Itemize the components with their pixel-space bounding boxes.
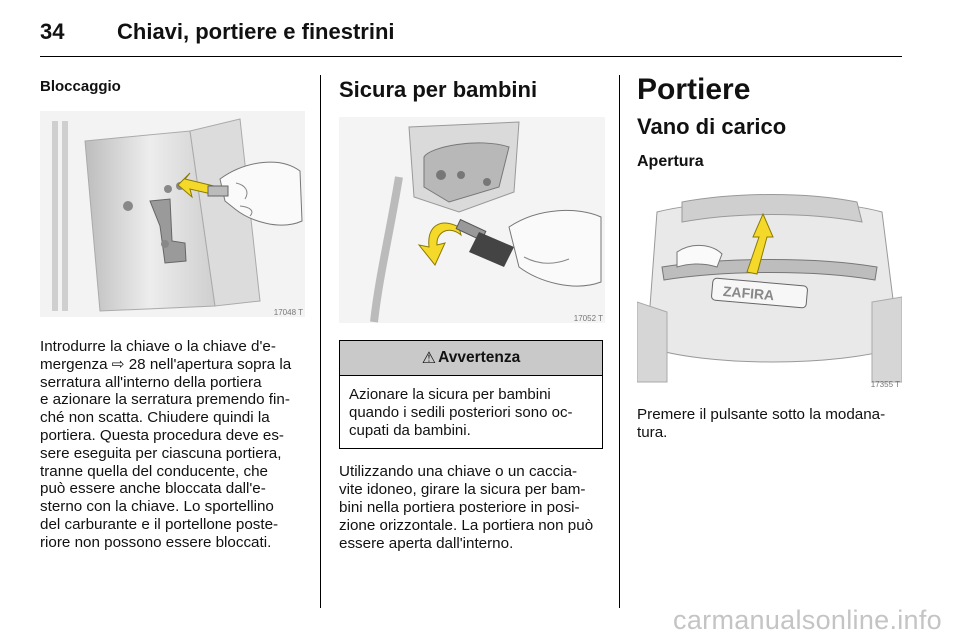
section-heading-child-lock: Sicura per bambini	[339, 77, 538, 102]
figure-badge-label: ZAFIRA	[722, 282, 775, 304]
section-heading-doors: Portiere	[637, 73, 751, 106]
figure-code: 17052 T	[573, 314, 603, 323]
watermark: carmanualsonline.info	[673, 605, 942, 635]
subheading-load-compartment: Vano di carico	[637, 114, 787, 139]
warning-title: Avvertenza	[438, 349, 521, 366]
figure-tailgate-release	[637, 182, 902, 389]
column-locking	[40, 74, 305, 552]
figure-door-lock-key	[40, 111, 305, 317]
subheading-opening: Apertura	[637, 153, 704, 170]
column-divider-1	[320, 75, 321, 608]
header-rule	[40, 56, 902, 57]
figure-code: 17355 T	[870, 380, 900, 389]
page-title: Chiavi, portiere e finestrini	[117, 19, 395, 44]
figure-child-lock	[339, 117, 605, 323]
opening-body-text: Premere il pulsante sotto la modana- tura.	[637, 406, 886, 441]
column-divider-2	[619, 75, 620, 608]
child-lock-body-text: Utilizzando una chiave o un caccia- vite idoneo, girare la sicura per bam- bini nella portiera posteriore in posi- zione orizzontale. La portiera non può essere aperta dall'interno.	[339, 463, 594, 552]
warning-header	[340, 341, 602, 376]
locking-body-text: Introdurre la chiave o la chiave d'e- mergenza ⇨ 28 nell'apertura sopra la serratura all'interno della portiera e azionare la serratura premendo fin- ché non scatta. Chiudere quindi la portiera. Questa procedura deve es- sere eseguita per ciascuna portiera, tranne quella del conducente, che può essere anche bloccata dall'e- sterno con la chiave. Lo sportellino del carburante e il portellone poste- riore non possono essere bloccati.	[40, 338, 292, 551]
page-number: 34	[40, 19, 65, 44]
column-child-lock	[339, 74, 605, 552]
section-heading-locking: Bloccaggio	[40, 78, 121, 95]
warning-triangle-icon: ⚠	[421, 350, 437, 367]
warning-body: Azionare la sicura per bambini quando i sedili posteriori sono oc- cupati da bambini.	[349, 386, 573, 439]
column-doors	[637, 74, 902, 442]
figure-code: 17048 T	[273, 308, 303, 317]
warning-box	[339, 340, 603, 449]
